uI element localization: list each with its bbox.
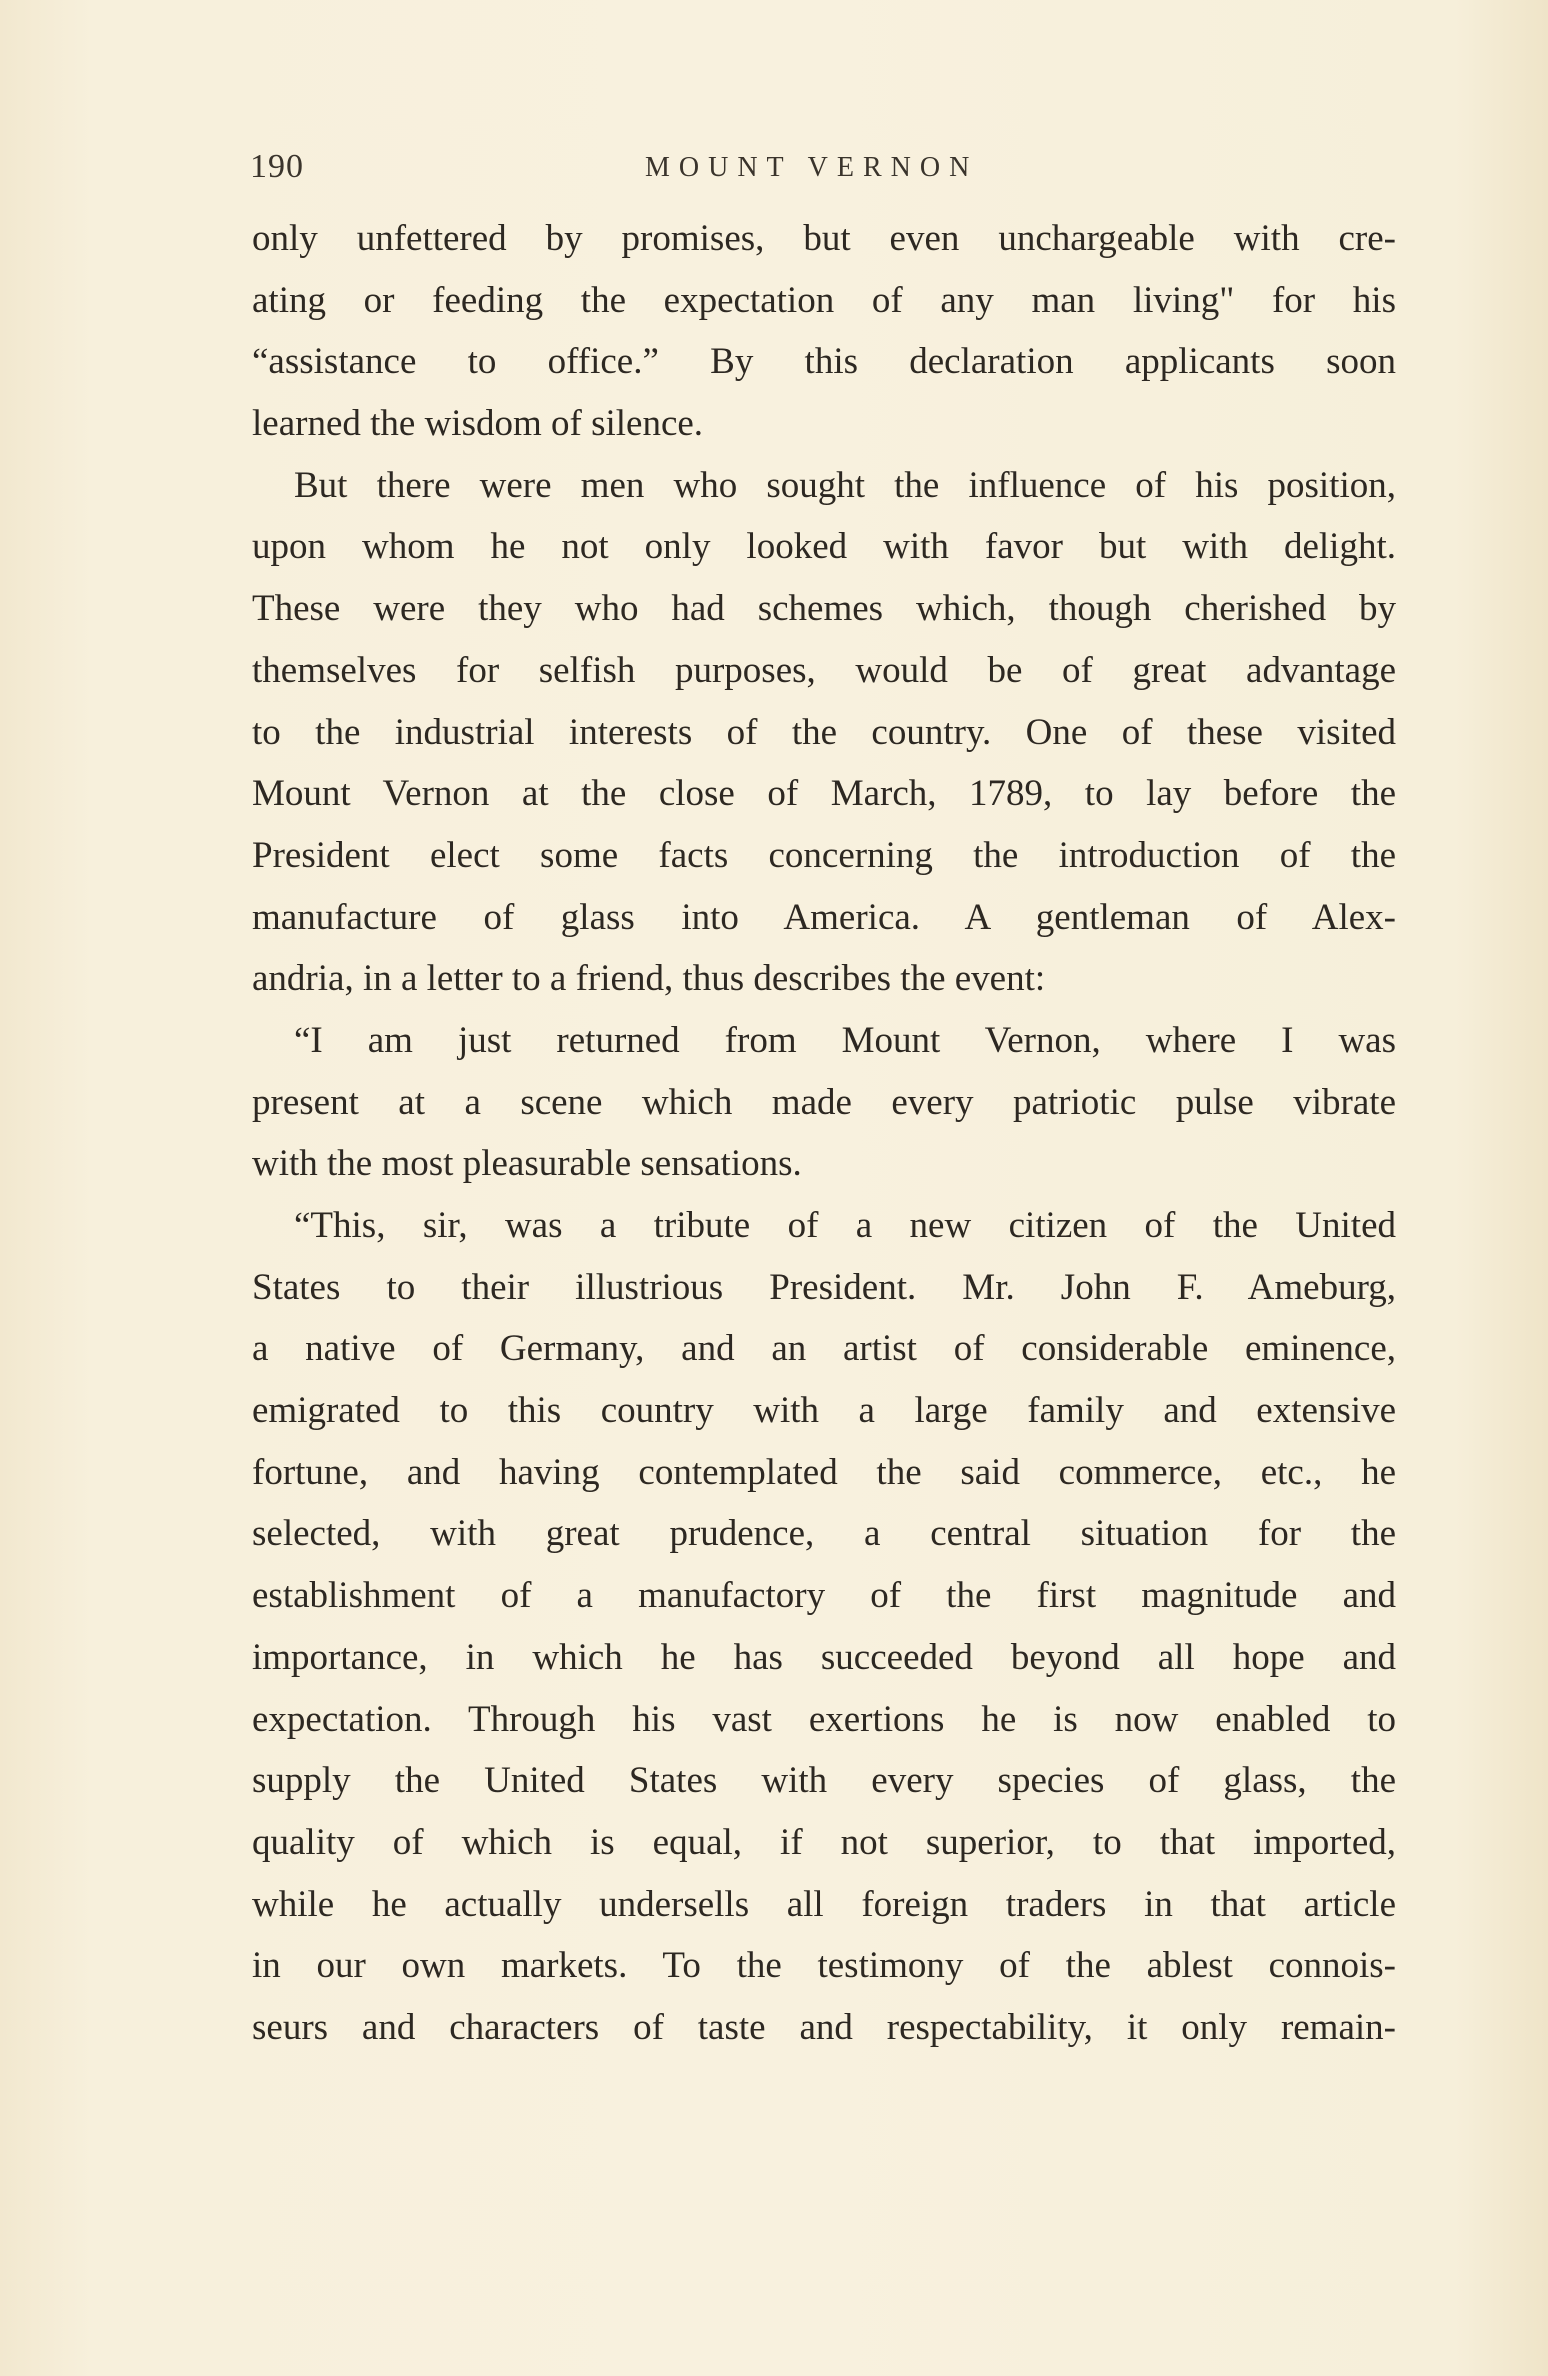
text-line: manufacture of glass into America. A gentleman of Alex- bbox=[252, 896, 1396, 938]
text-line: upon whom he not only looked with favor but with delight. bbox=[252, 526, 1396, 568]
text-line: in our own markets. To the testimony of the ablest connois- bbox=[252, 1945, 1396, 1987]
text-line: expectation. Through his vast exertions he is now enabled to bbox=[252, 1698, 1396, 1740]
text-line: These were they who had schemes which, though cherished by bbox=[252, 588, 1396, 630]
body-text bbox=[252, 208, 1396, 2059]
text-line: while he actually undersells all foreign traders in that article bbox=[252, 1883, 1396, 1925]
text-line: “assistance to office.” By this declaration applicants soon bbox=[252, 341, 1396, 383]
page-number: 190 bbox=[250, 148, 304, 185]
text-line: quality of which is equal, if not superior, to that imported, bbox=[252, 1821, 1396, 1863]
text-line: “This, sir, was a tribute of a new citizen of the United bbox=[294, 1205, 1396, 1246]
text-line: present at a scene which made every patriotic pulse vibrate bbox=[252, 1081, 1396, 1123]
text-line: to the industrial interests of the country. One of these visited bbox=[252, 711, 1396, 753]
text-line: only unfettered by promises, but even unchargeable with cre- bbox=[252, 218, 1396, 259]
text-line: learned the wisdom of silence. bbox=[252, 403, 704, 445]
text-line: But there were men who sought the influence of his position, bbox=[294, 464, 1396, 506]
text-line: President elect some facts concerning the introduction of the bbox=[252, 834, 1396, 876]
text-line: ating or feeding the expectation of any man living" for his bbox=[252, 279, 1396, 321]
text-line: “I am just returned from Mount Vernon, where I was bbox=[294, 1019, 1396, 1061]
text-line: selected, with great prudence, a central situation for the bbox=[252, 1513, 1396, 1555]
running-head bbox=[250, 148, 1400, 198]
text-line: seurs and characters of taste and respectability, it only remain- bbox=[252, 2006, 1396, 2048]
text-line: themselves for selfish purposes, would be of great advantage bbox=[252, 649, 1396, 691]
text-line: andria, in a letter to a friend, thus describes the event: bbox=[252, 958, 1046, 1000]
text-line: fortune, and having contemplated the said commerce, etc., he bbox=[252, 1451, 1396, 1493]
text-line: establishment of a manufactory of the first magnitude and bbox=[252, 1575, 1396, 1617]
text-line: emigrated to this country with a large family and extensive bbox=[252, 1390, 1396, 1432]
text-line: supply the United States with every species of glass, the bbox=[252, 1760, 1396, 1802]
text-line: Mount Vernon at the close of March, 1789, to lay before the bbox=[252, 773, 1396, 815]
text-line: a native of Germany, and an artist of considerable eminence, bbox=[252, 1328, 1396, 1370]
text-line: with the most pleasurable sensations. bbox=[252, 1143, 802, 1185]
text-line: importance, in which he has succeeded beyond all hope and bbox=[252, 1636, 1396, 1678]
text-line: States to their illustrious President. Mr. John F. Ameburg, bbox=[252, 1266, 1396, 1308]
running-title: MOUNT VERNON bbox=[645, 152, 979, 183]
